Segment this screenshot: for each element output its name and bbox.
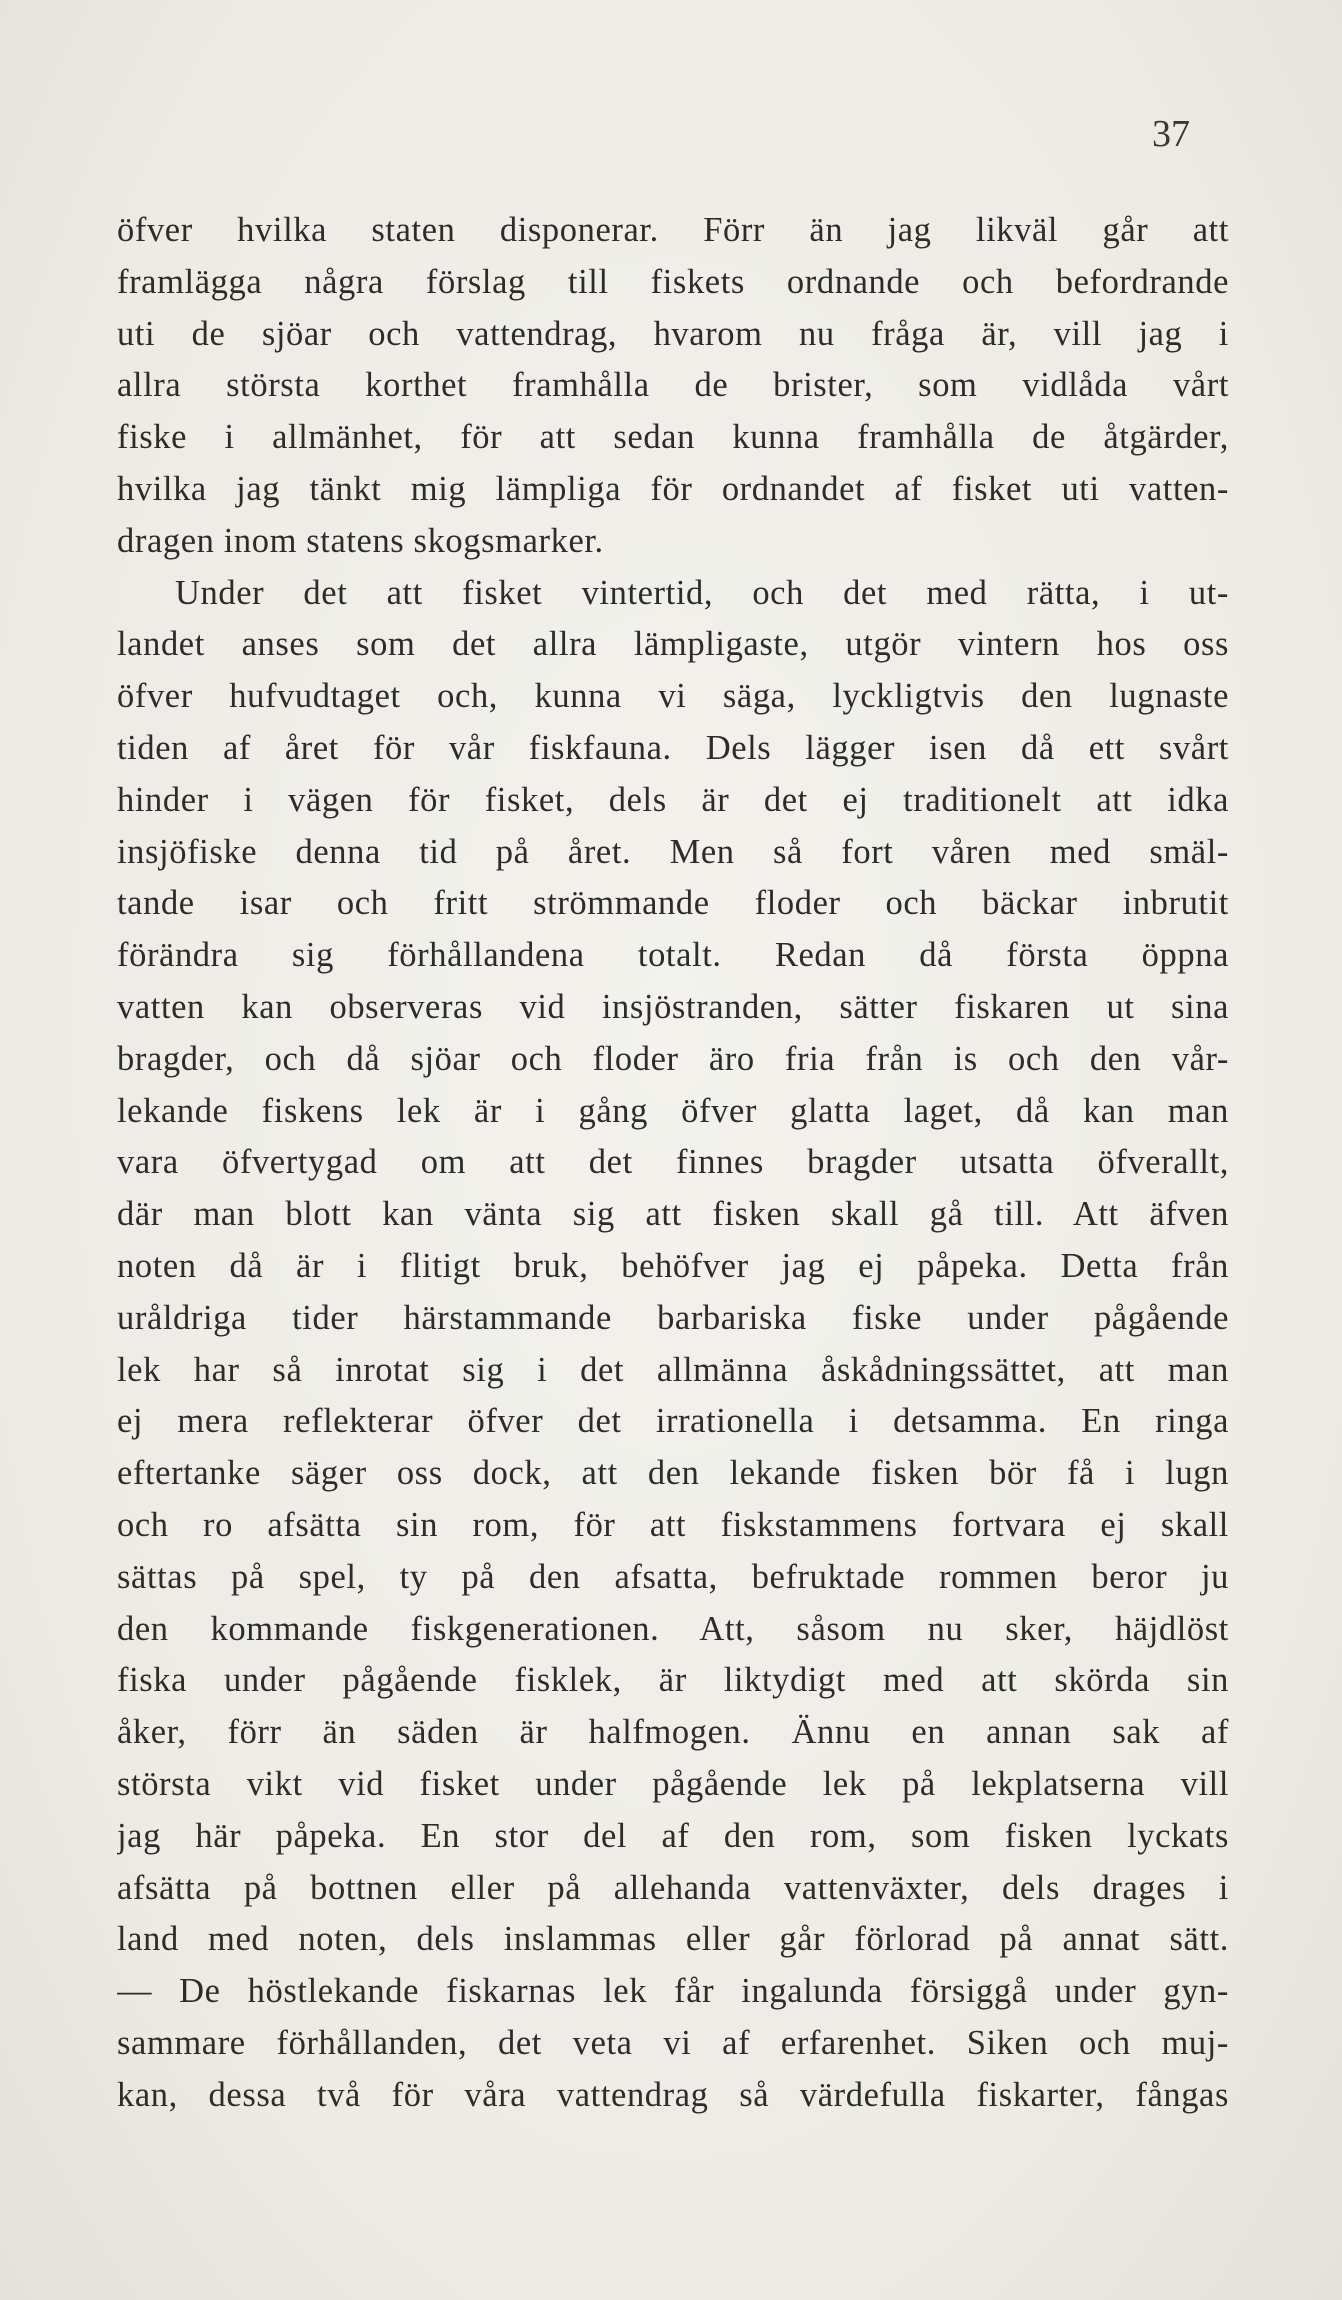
text-line: åker, förr än säden är halfmogen. Ännu en annan sak af [117, 1713, 1229, 1752]
text-line: ej mera reflekterar öfver det irrationella i detsamma. En ringa [117, 1402, 1229, 1441]
text-line: lekande fiskens lek är i gång öfver glatta laget, då kan man [117, 1091, 1229, 1130]
text-line: öfver hvilka staten disponerar. Förr än jag likväl går att [117, 211, 1229, 249]
text-line: öfver hufvudtaget och, kunna vi säga, lyckligtvis den lugnaste [117, 677, 1229, 716]
text-line: sättas på spel, ty på den afsatta, befruktade rommen beror ju [117, 1557, 1229, 1596]
text-line: kan, dessa två för våra vattendrag så värdefulla fiskarter, fångas [117, 2075, 1229, 2114]
text-line: största vikt vid fisket under pågående lek på lekplatserna vill [117, 1764, 1229, 1803]
text-line: noten då är i flitigt bruk, behöfver jag ej påpeka. Detta från [117, 1246, 1229, 1285]
text-line: dragen inom statens skogsmarker. [117, 521, 604, 560]
text-line: hinder i vägen för fisket, dels är det ej traditionelt att idka [117, 780, 1229, 819]
text-line: fiske i allmänhet, för att sedan kunna framhålla de åtgärder, [117, 418, 1229, 457]
text-line: tande isar och fritt strömmande floder och bäckar inbrutit [117, 884, 1229, 923]
text-line: vatten kan observeras vid insjöstranden, sätter fiskaren ut sina [117, 987, 1229, 1026]
text-line: lek har så inrotat sig i det allmänna åskådningssättet, att man [117, 1350, 1229, 1389]
text-line: tiden af året för vår fiskfauna. Dels lägger isen då ett svårt [117, 728, 1229, 767]
text-line: eftertanke säger oss dock, att den lekande fisken bör få i lugn [117, 1454, 1229, 1493]
paragraph-start-line: Under det att fisket vintertid, och det med rätta, i ut- [175, 573, 1229, 612]
text-line: vara öfvertygad om att det finnes bragder utsatta öfverallt, [117, 1143, 1229, 1182]
text-line: uråldriga tider härstammande barbariska fiske under pågående [117, 1298, 1229, 1337]
text-line: fiska under pågående fisklek, är liktydigt med att skörda sin [117, 1661, 1229, 1700]
text-line: den kommande fiskgenerationen. Att, såsom nu sker, häjdlöst [117, 1609, 1229, 1648]
text-line: där man blott kan vänta sig att fisken skall gå till. Att äfven [117, 1195, 1229, 1234]
text-line: land med noten, dels inslammas eller går förlorad på annat sätt. [117, 1920, 1229, 1959]
body-text [117, 205, 1229, 2121]
text-line: jag här påpeka. En stor del af den rom, som fisken lyckats [117, 1816, 1229, 1855]
text-line: förändra sig förhållandena totalt. Redan då första öppna [117, 936, 1229, 975]
text-line: landet anses som det allra lämpligaste, utgör vintern hos oss [117, 625, 1229, 664]
text-line: — De höstlekande fiskarnas lek får ingalunda försiggå under gyn- [117, 1972, 1229, 2011]
text-line: bragder, och då sjöar och floder äro fria från is och den vår- [117, 1039, 1229, 1078]
text-line: framlägga några förslag till fiskets ordnande och befordrande [117, 262, 1229, 301]
text-line: och ro afsätta sin rom, för att fiskstammens fortvara ej skall [117, 1505, 1229, 1544]
text-line: hvilka jag tänkt mig lämpliga för ordnandet af fisket uti vatten- [117, 469, 1229, 508]
page-number: 37 [1152, 113, 1190, 155]
text-line: sammare förhållanden, det veta vi af erfarenhet. Siken och muj- [117, 2023, 1229, 2062]
text-line: insjöfiske denna tid på året. Men så fort våren med smäl- [117, 832, 1229, 871]
text-line: afsätta på bottnen eller på allehanda vattenväxter, dels drages i [117, 1868, 1229, 1907]
text-line: allra största korthet framhålla de brister, som vidlåda vårt [117, 366, 1229, 405]
text-line: uti de sjöar och vattendrag, hvarom nu fråga är, vill jag i [117, 314, 1229, 353]
